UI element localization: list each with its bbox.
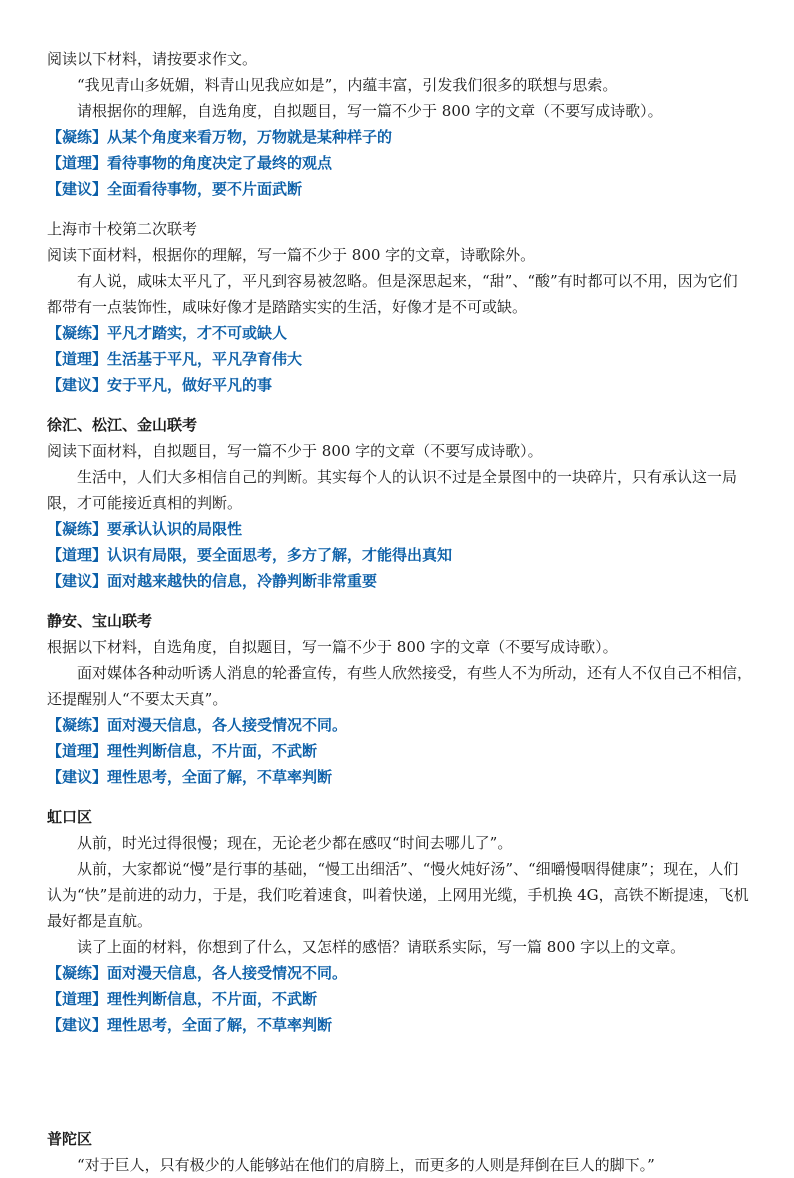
writing-requirement: 读了上面的材料，你想到了什么，又怎样的感悟？请联系实际，写一篇 800 字以上的文章。 — [77, 938, 686, 956]
section-hongkou — [47, 804, 752, 1038]
material-paragraph: 有人说，咸味太平凡了，平凡到容易被忽略。但是深思起来，“甜”、“酸”有时都可以不用，因为它们都带有一点装饰性，咸味好像才是踏踏实实的生活，好像才是不可或缺。 — [47, 272, 738, 316]
material-paragraph: 从前，时光过得很慢；现在，无论老少都在感叹“时间去哪儿了”。 — [77, 834, 513, 852]
summary-daoli: 【道理】看待事物的角度决定了最终的观点 — [47, 154, 333, 172]
instruction-line: 阅读下面材料，根据你的理解，写一篇不少于 800 字的文章，诗歌除外。 — [47, 246, 536, 264]
section-heading: 虹口区 — [47, 808, 93, 826]
section-xuhui-songjiang-jinshan — [47, 412, 752, 594]
section-heading: 静安、宝山联考 — [47, 612, 153, 630]
section-shanghai-ten-schools — [47, 216, 752, 398]
summary-daoli: 【道理】理性判断信息，不片面，不武断 — [47, 990, 318, 1008]
summary-daoli: 【道理】生活基于平凡，平凡孕育伟大 — [47, 350, 303, 368]
summary-jianyi: 【建议】安于平凡，做好平凡的事 — [47, 376, 273, 394]
document-page — [47, 46, 752, 1178]
writing-requirement: 请根据你的理解，自选角度，自拟题目，写一篇不少于 800 字的文章（不要写成诗歌）。 — [77, 102, 663, 120]
material-paragraph: 生活中，人们大多相信自己的判断。其实每个人的认识不过是全景图中的一块碎片，只有承认这一局限，才可能接近真相的判断。 — [47, 468, 738, 512]
section-heading: 徐汇、松江、金山联考 — [47, 416, 198, 434]
summary-ningl: 【凝练】面对漫天信息，各人接受情况不同。 — [47, 716, 348, 734]
summary-ningl: 【凝练】面对漫天信息，各人接受情况不同。 — [47, 964, 348, 982]
material-quote: “对于巨人，只有极少的人能够站在他们的肩膀上，而更多的人则是拜倒在巨人的脚下。” — [77, 1156, 655, 1174]
material-paragraph: 从前，大家都说“慢”是行事的基础，“慢工出细活”、“慢火炖好汤”、“细嚼慢咽得健康”；现在，人们认为“快”是前进的动力，于是，我们吃着速食，叫着快递，上网用光缆，手机换 4G，高铁不断提速，飞机最好都是直航。 — [47, 860, 749, 930]
summary-daoli: 【道理】认识有局限，要全面思考，多方了解，才能得出真知 — [47, 546, 453, 564]
summary-ningl: 【凝练】要承认认识的局限性 — [47, 520, 243, 538]
section-jingan-baoshan — [47, 608, 752, 790]
summary-jianyi: 【建议】理性思考，全面了解，不草率判断 — [47, 768, 333, 786]
summary-ningl: 【凝练】平凡才踏实，才不可或缺人 — [47, 324, 288, 342]
section-heading: 普陀区 — [47, 1130, 93, 1148]
instruction-line: 根据以下材料，自选角度，自拟题目，写一篇不少于 800 字的文章（不要写成诗歌）。 — [47, 638, 618, 656]
instruction-line: 阅读下面材料，自拟题目，写一篇不少于 800 字的文章（不要写成诗歌）。 — [47, 442, 543, 460]
section-putuo — [47, 1126, 752, 1178]
material-quote: “我见青山多妩媚，料青山见我应如是”，内蕴丰富，引发我们很多的联想与思索。 — [77, 76, 618, 94]
section-heading: 上海市十校第二次联考 — [47, 220, 198, 238]
material-paragraph: 面对媒体各种动听诱人消息的轮番宣传，有些人欣然接受，有些人不为所动，还有人不仅自己不相信，还提醒别人“不要太天真”。 — [47, 664, 753, 708]
summary-jianyi: 【建议】全面看待事物，要不片面武断 — [47, 180, 303, 198]
summary-daoli: 【道理】理性判断信息，不片面，不武断 — [47, 742, 318, 760]
summary-jianyi: 【建议】面对越来越快的信息，冷静判断非常重要 — [47, 572, 378, 590]
summary-ningl: 【凝练】从某个角度来看万物，万物就是某种样子的 — [47, 128, 393, 146]
section-essay-prompt-1 — [47, 46, 752, 202]
summary-jianyi: 【建议】理性思考，全面了解，不草率判断 — [47, 1016, 333, 1034]
instruction-line: 阅读以下材料，请按要求作文。 — [47, 50, 258, 68]
